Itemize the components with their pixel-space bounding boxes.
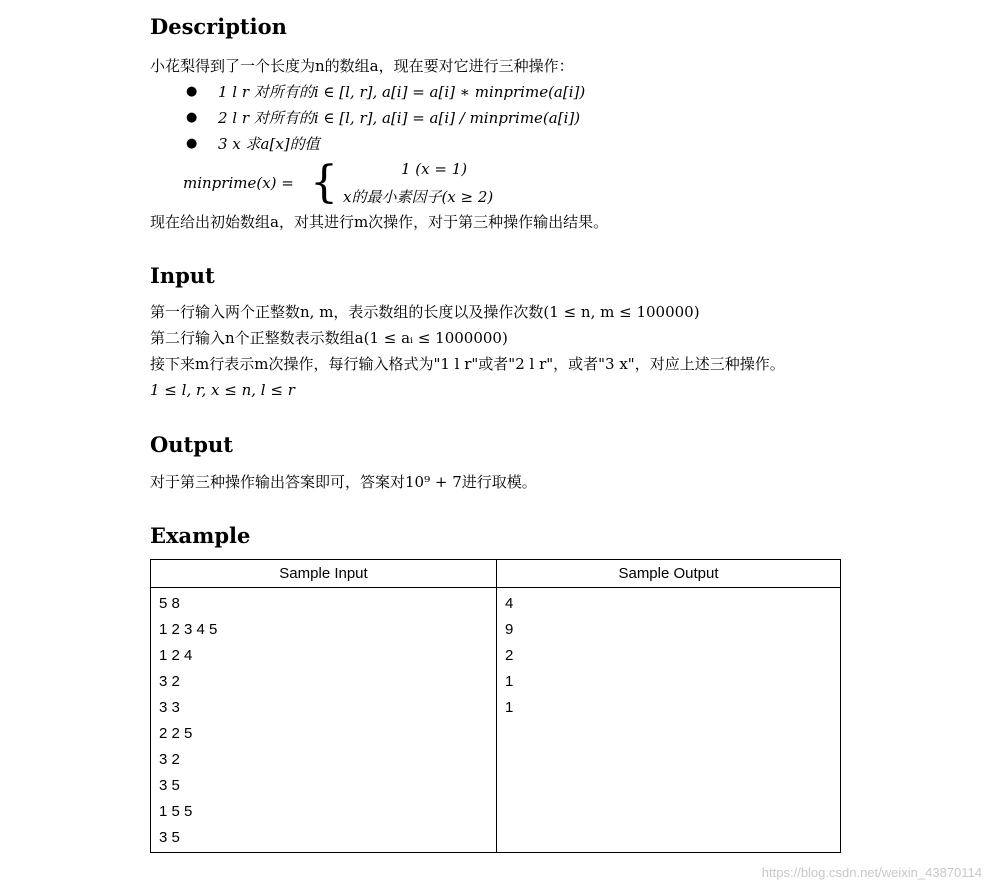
description-closing: 现在给出初始数组a，对其进行m次操作，对于第三种操作输出结果。 <box>150 213 609 231</box>
bullet-dot: ● <box>186 110 198 125</box>
table-row: 2 <box>505 647 514 664</box>
table-row: 3 5 <box>159 777 180 794</box>
sample-input-lines <box>151 588 496 852</box>
table-row: 1 5 5 <box>159 803 193 820</box>
formula-case-1: 1 (x = 1) <box>401 160 468 178</box>
bullet-dot: ● <box>186 136 198 151</box>
table-row: 4 <box>505 595 514 612</box>
sample-output-cell <box>497 588 841 853</box>
bullet-op3: 3 x 求a[x]的值 <box>218 135 320 153</box>
bullet-op1: 1 l r 对所有的i ∈ [l, r], a[i] = a[i] ∗ minprime(a[i]) <box>218 83 586 101</box>
table-row: 1 <box>505 673 514 690</box>
input-line-3: 接下来m行表示m次操作，每行输入格式为"1 l r"或者"2 l r"，或者"3 x"，对应上述三种操作。 <box>150 355 785 373</box>
formula-case-2: x的最小素因子(x ≥ 2) <box>343 188 494 206</box>
sample-input-cell <box>151 588 497 853</box>
input-line-4: 1 ≤ l, r, x ≤ n, l ≤ r <box>150 381 295 399</box>
minprime-formula <box>183 157 563 210</box>
bullet-op2: 2 l r 对所有的i ∈ [l, r], a[i] = a[i] / minprime(a[i]) <box>218 109 581 127</box>
description-heading: Description <box>150 14 287 39</box>
table-row: 1 2 3 4 5 <box>159 621 218 638</box>
description-intro: 小花梨得到了一个长度为n的数组a，现在要对它进行三种操作： <box>150 57 574 75</box>
table-row: 3 2 <box>159 751 180 768</box>
example-heading: Example <box>150 523 251 548</box>
watermark: https://blog.csdn.net/weixin_43870114 <box>761 865 982 880</box>
table-row: 9 <box>505 621 514 638</box>
input-heading: Input <box>150 263 215 288</box>
sample-input-header: Sample Input <box>151 560 497 588</box>
output-line: 对于第三种操作输出答案即可，答案对10⁹ + 7进行取模。 <box>150 473 537 491</box>
table-row: 1 2 4 <box>159 647 193 664</box>
example-table <box>150 559 841 853</box>
table-row: 2 2 5 <box>159 725 193 742</box>
table-row: 3 2 <box>159 673 180 690</box>
table-row: 3 5 <box>159 829 180 846</box>
output-heading: Output <box>150 432 233 457</box>
sample-output-header: Sample Output <box>497 560 841 588</box>
table-row: 5 8 <box>159 595 180 612</box>
left-brace-icon: { <box>310 157 338 208</box>
table-row: 1 <box>505 699 514 716</box>
input-line-2: 第二行输入n个正整数表示数组a(1 ≤ aᵢ ≤ 1000000) <box>150 329 508 347</box>
sample-output-lines <box>497 588 840 722</box>
bullet-dot: ● <box>186 84 198 99</box>
input-line-1: 第一行输入两个正整数n, m，表示数组的长度以及操作次数(1 ≤ n, m ≤ 100000) <box>150 303 700 321</box>
table-row: 3 3 <box>159 699 180 716</box>
formula-lhs: minprime(x) = <box>183 174 294 192</box>
